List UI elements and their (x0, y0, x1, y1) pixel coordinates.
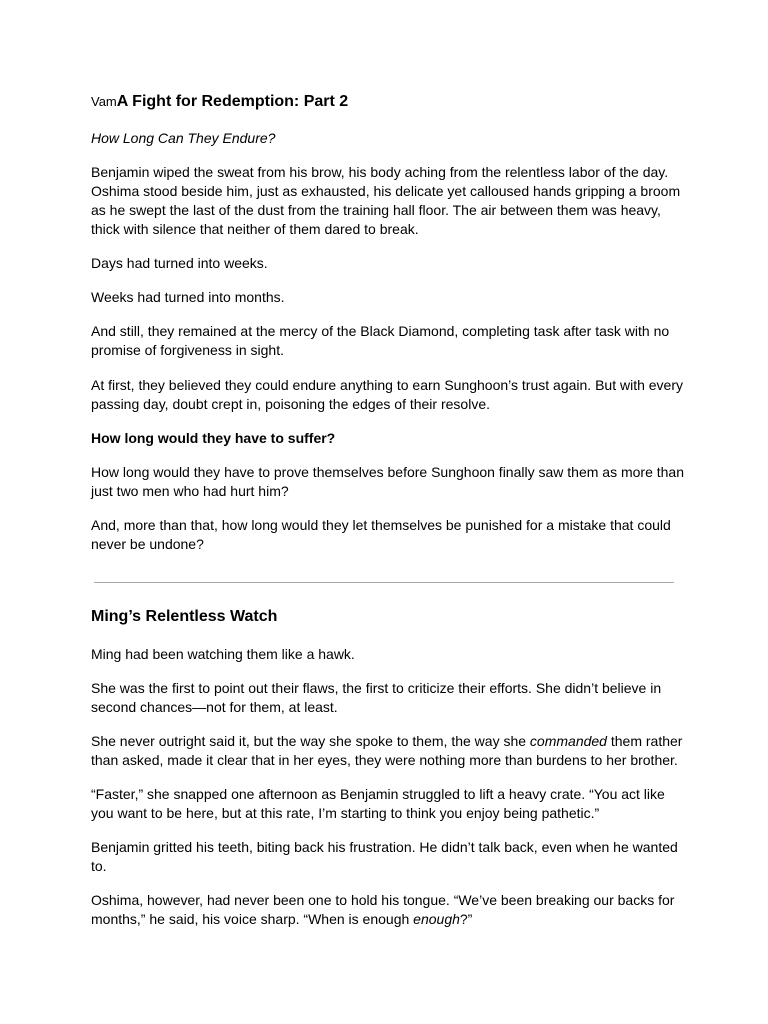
paragraph-enough (91, 891, 691, 929)
emphasis-text: commanded (529, 733, 607, 749)
text-run: She never outright said it, but the way she spoke to them, the way she (91, 733, 530, 749)
title-prefix: Vam (91, 94, 117, 109)
document-title (91, 91, 348, 113)
text-run: Oshima, however, had never been one to hold his tongue. “We’ve been breaking our backs for months,” he said, his voice sharp. “When is enough (91, 892, 675, 927)
paragraph-faster: “Faster,” she snapped one afternoon as Benjamin struggled to lift a heavy crate. “You act like you want to be here, but at this rate, I’m starting to think you enjoy being pathetic.” (91, 786, 665, 821)
text-run: ?” (459, 911, 473, 927)
paragraph-mercy: And still, they remained at the mercy of the Black Diamond, completing task after task with no promise of forgiveness in sight. (91, 323, 670, 358)
subtitle: How Long Can They Endure? (91, 130, 276, 146)
paragraph-suffer-question: How long would they have to suffer? (91, 430, 336, 446)
section-divider (94, 582, 674, 583)
paragraph-doubt: At first, they believed they could endure anything to earn Sunghoon’s trust again. But with every passing day, doubt crept in, poisoning the edges of their resolve. (91, 377, 683, 412)
paragraph-flaws: She was the first to point out their flaws, the first to criticize their efforts. She didn’t believe in second chances—not for them, at least. (91, 680, 662, 715)
paragraph-gritted: Benjamin gritted his teeth, biting back his frustration. He didn’t talk back, even when he wanted to. (91, 839, 678, 874)
paragraph-commanded (91, 732, 691, 770)
paragraph-prove: How long would they have to prove themselves before Sunghoon finally saw them as more than just two men who had hurt him? (91, 464, 685, 499)
title-text: A Fight for Redemption: Part 2 (116, 93, 349, 110)
paragraph-hawk: Ming had been watching them like a hawk. (91, 646, 355, 662)
paragraph-intro: Benjamin wiped the sweat from his brow, his body aching from the relentless labor of the day. Oshima stood beside him, just as exhausted, his delicate yet calloused hands gripping a broom as he swept the last of the dust from the training hall floor. The air between them was heavy, thick with silence that neither of them dared to break. (91, 164, 681, 237)
paragraph-weeks: Weeks had turned into months. (91, 289, 285, 305)
emphasis-text: enough (413, 911, 460, 927)
section-heading: Ming’s Relentless Watch (91, 608, 278, 625)
paragraph-punished: And, more than that, how long would they let themselves be punished for a mistake that could never be undone? (91, 517, 671, 552)
text-run: them rather than asked, made it clear that in her eyes, they were nothing more than burdens to her brother. (91, 733, 683, 768)
paragraph-days: Days had turned into weeks. (91, 255, 268, 271)
